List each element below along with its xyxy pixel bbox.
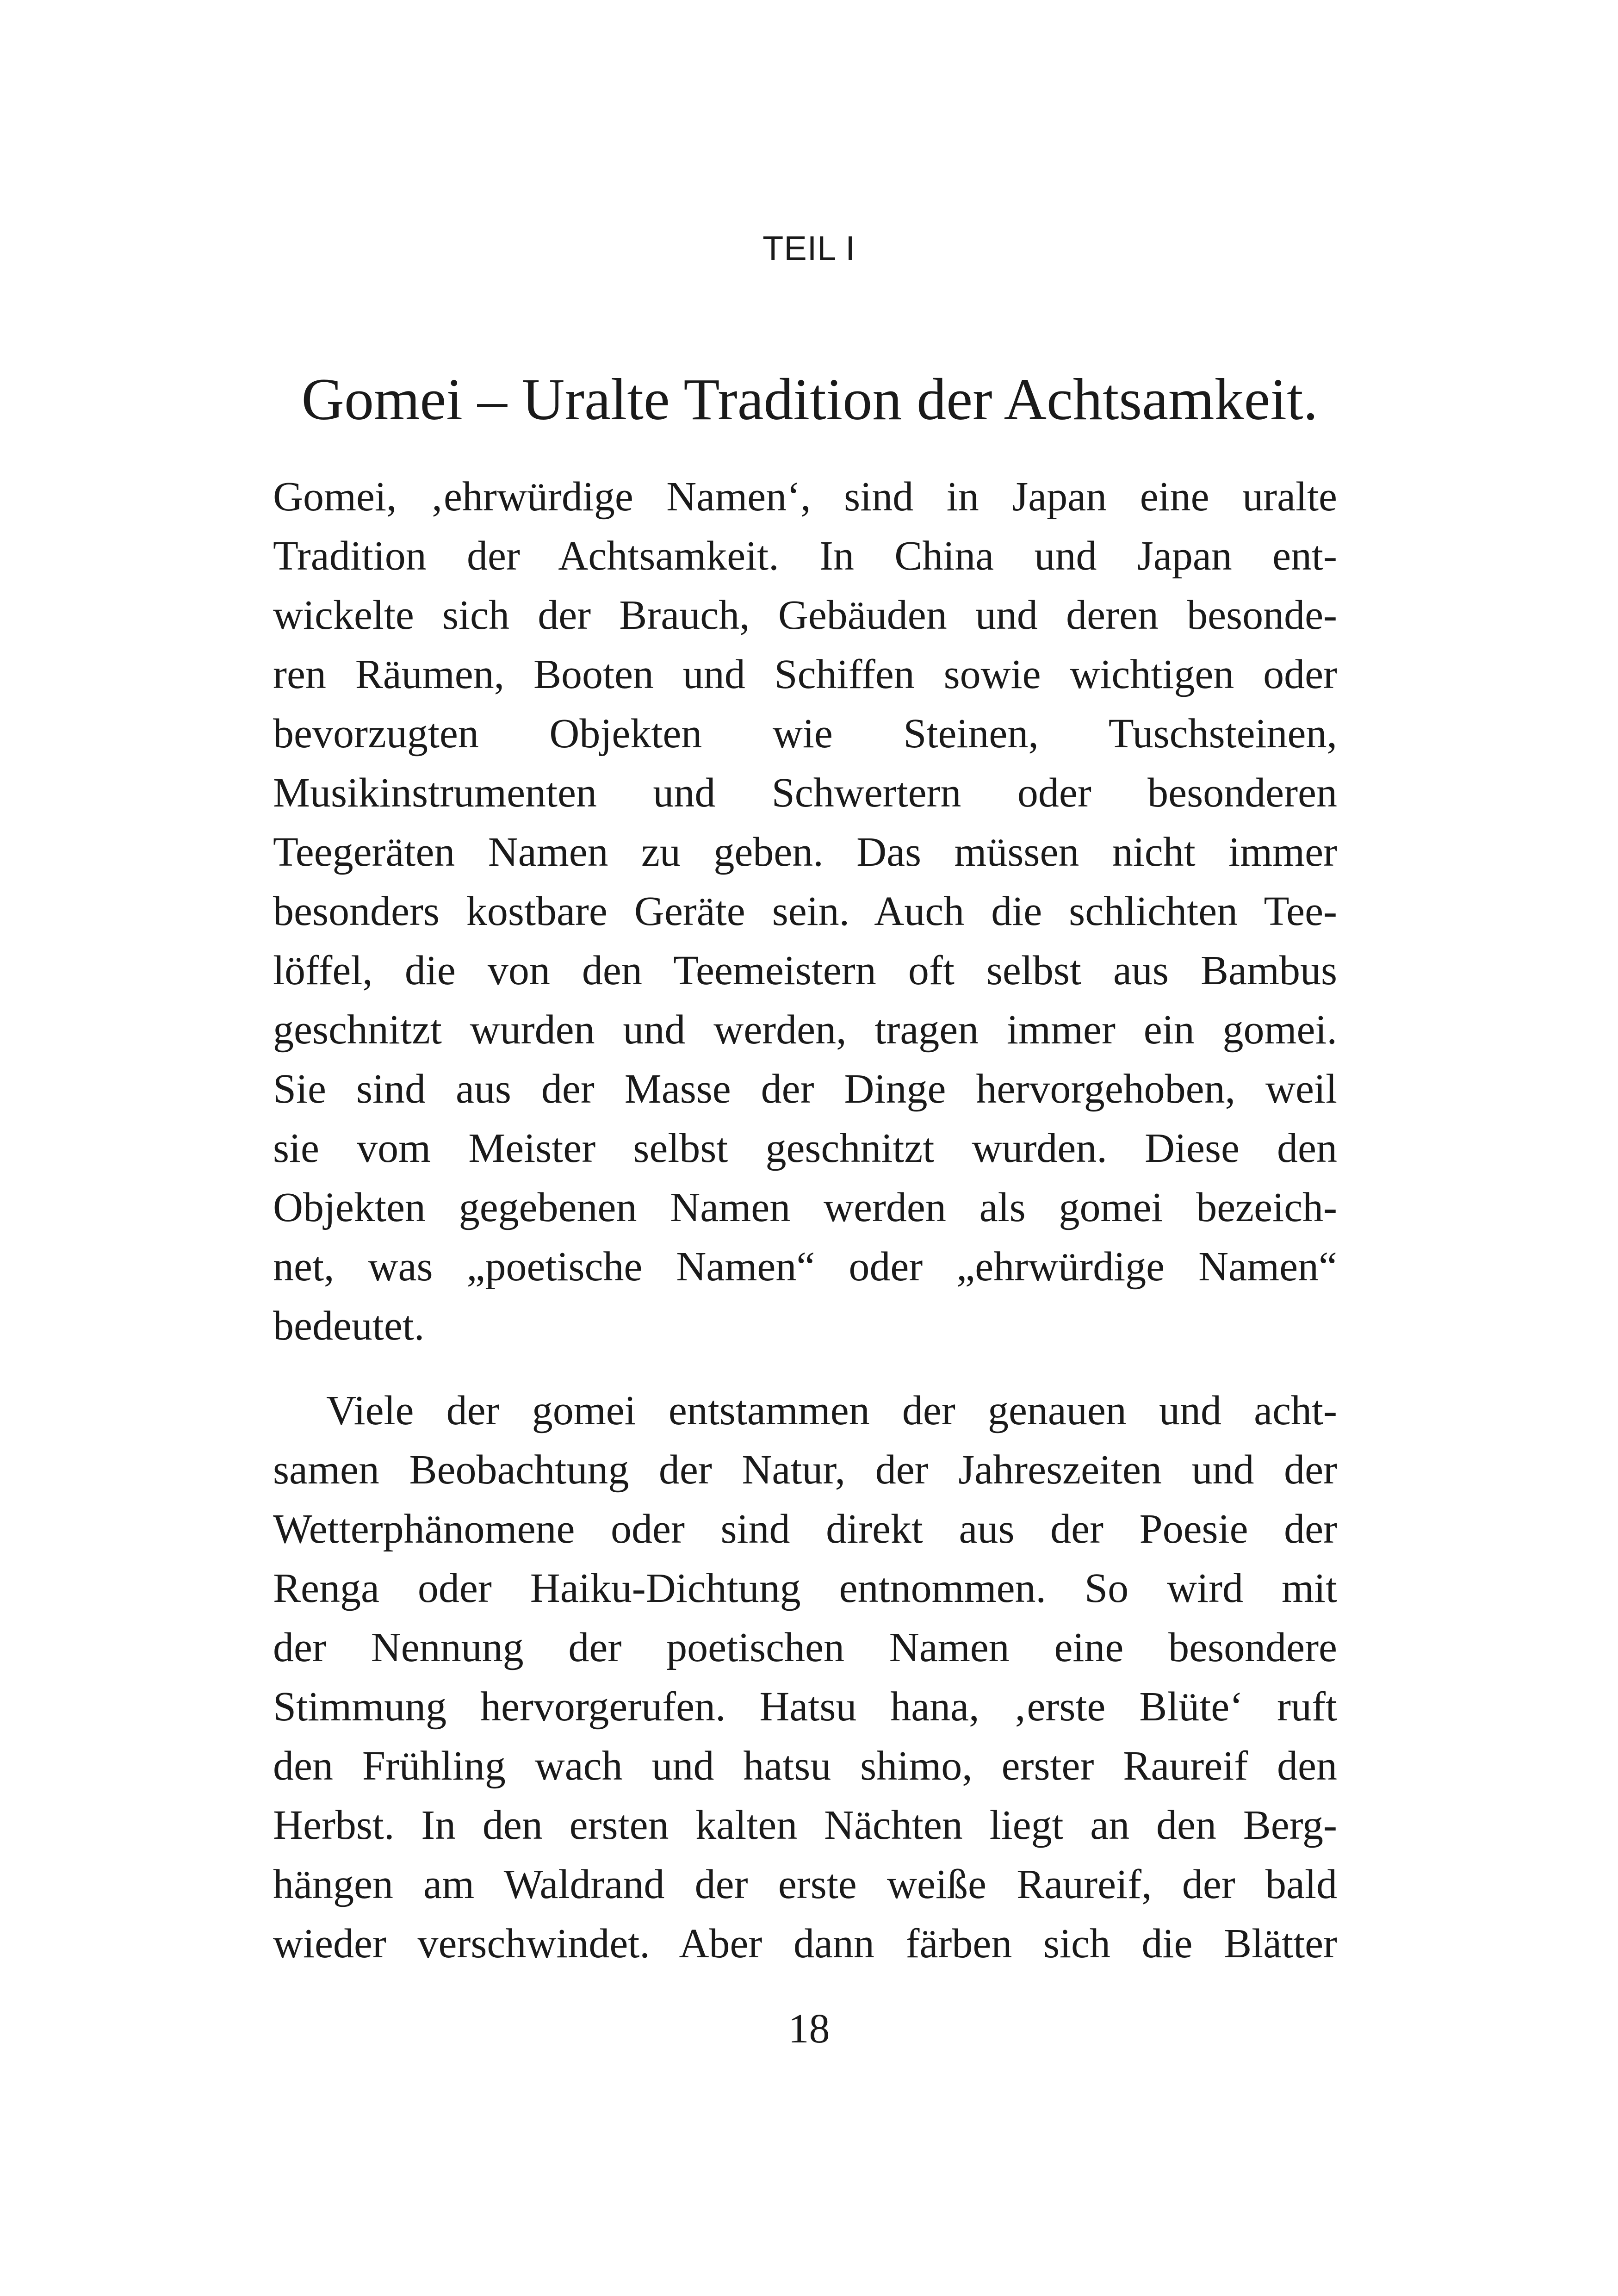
text-line: hängen am Waldrand der erste weiße Raureif, der bald <box>273 1862 1337 1907</box>
text-line: sie vom Meister selbst geschnitzt wurden. Diese den <box>273 1125 1337 1171</box>
text-line: besonders kostbare Geräte sein. Auch die schlichten Tee- <box>273 888 1337 934</box>
text-line: Sie sind aus der Masse der Dinge hervorgehoben, weil <box>273 1066 1337 1112</box>
text-line: Herbst. In den ersten kalten Nächten liegt an den Berg- <box>273 1802 1337 1848</box>
text-line: Tradition der Achtsamkeit. In China und Japan ent- <box>273 533 1337 579</box>
section-label: TEIL I <box>763 229 855 267</box>
text-line: Renga oder Haiku-Dichtung entnommen. So wird mit <box>273 1565 1337 1611</box>
chapter-title: Gomei – Uralte Tradition der Achtsamkeit. <box>301 366 1318 432</box>
text-line: wickelte sich der Brauch, Gebäuden und deren besonde- <box>273 592 1337 638</box>
text-line: geschnitzt wurden und werden, tragen immer ein gomei. <box>273 1007 1337 1053</box>
page-number: 18 <box>788 2006 830 2052</box>
text-line: bevorzugten Objekten wie Steinen, Tuschsteinen, <box>273 711 1337 757</box>
text-line: löffel, die von den Teemeistern oft selbst aus Bambus <box>273 948 1337 993</box>
body-text <box>273 467 1337 1973</box>
text-line: net, was „poetische Namen“ oder „ehrwürdige Namen“ <box>273 1244 1337 1290</box>
text-line: Stimmung hervorgerufen. Hatsu hana, ‚erste Blüte‘ ruft <box>273 1684 1337 1730</box>
text-line: samen Beobachtung der Natur, der Jahreszeiten und der <box>273 1447 1337 1493</box>
text-line: Objekten gegebenen Namen werden als gomei bezeich- <box>273 1185 1337 1230</box>
text-line: Teegeräten Namen zu geben. Das müssen nicht immer <box>273 829 1337 875</box>
text-line: der Nennung der poetischen Namen eine besondere <box>273 1625 1337 1670</box>
text-line: Gomei, ‚ehrwürdige Namen‘, sind in Japan eine uralte <box>273 474 1337 520</box>
paragraph-2 <box>273 1381 1337 1973</box>
text-line: bedeutet. <box>273 1303 425 1349</box>
text-line: wieder verschwindet. Aber dann färben sich die Blätter <box>273 1921 1337 1967</box>
text-line: ren Räumen, Booten und Schiffen sowie wichtigen oder <box>273 652 1337 697</box>
text-line: Wetterphänomene oder sind direkt aus der Poesie der <box>273 1506 1337 1552</box>
text-line: Viele der gomei entstammen der genauen und acht- <box>326 1388 1337 1433</box>
text-line: den Frühling wach und hatsu shimo, erster Raureif den <box>273 1743 1337 1789</box>
text-line: Musikinstrumenten und Schwertern oder besonderen <box>273 770 1337 816</box>
paragraph-1 <box>273 467 1337 1356</box>
